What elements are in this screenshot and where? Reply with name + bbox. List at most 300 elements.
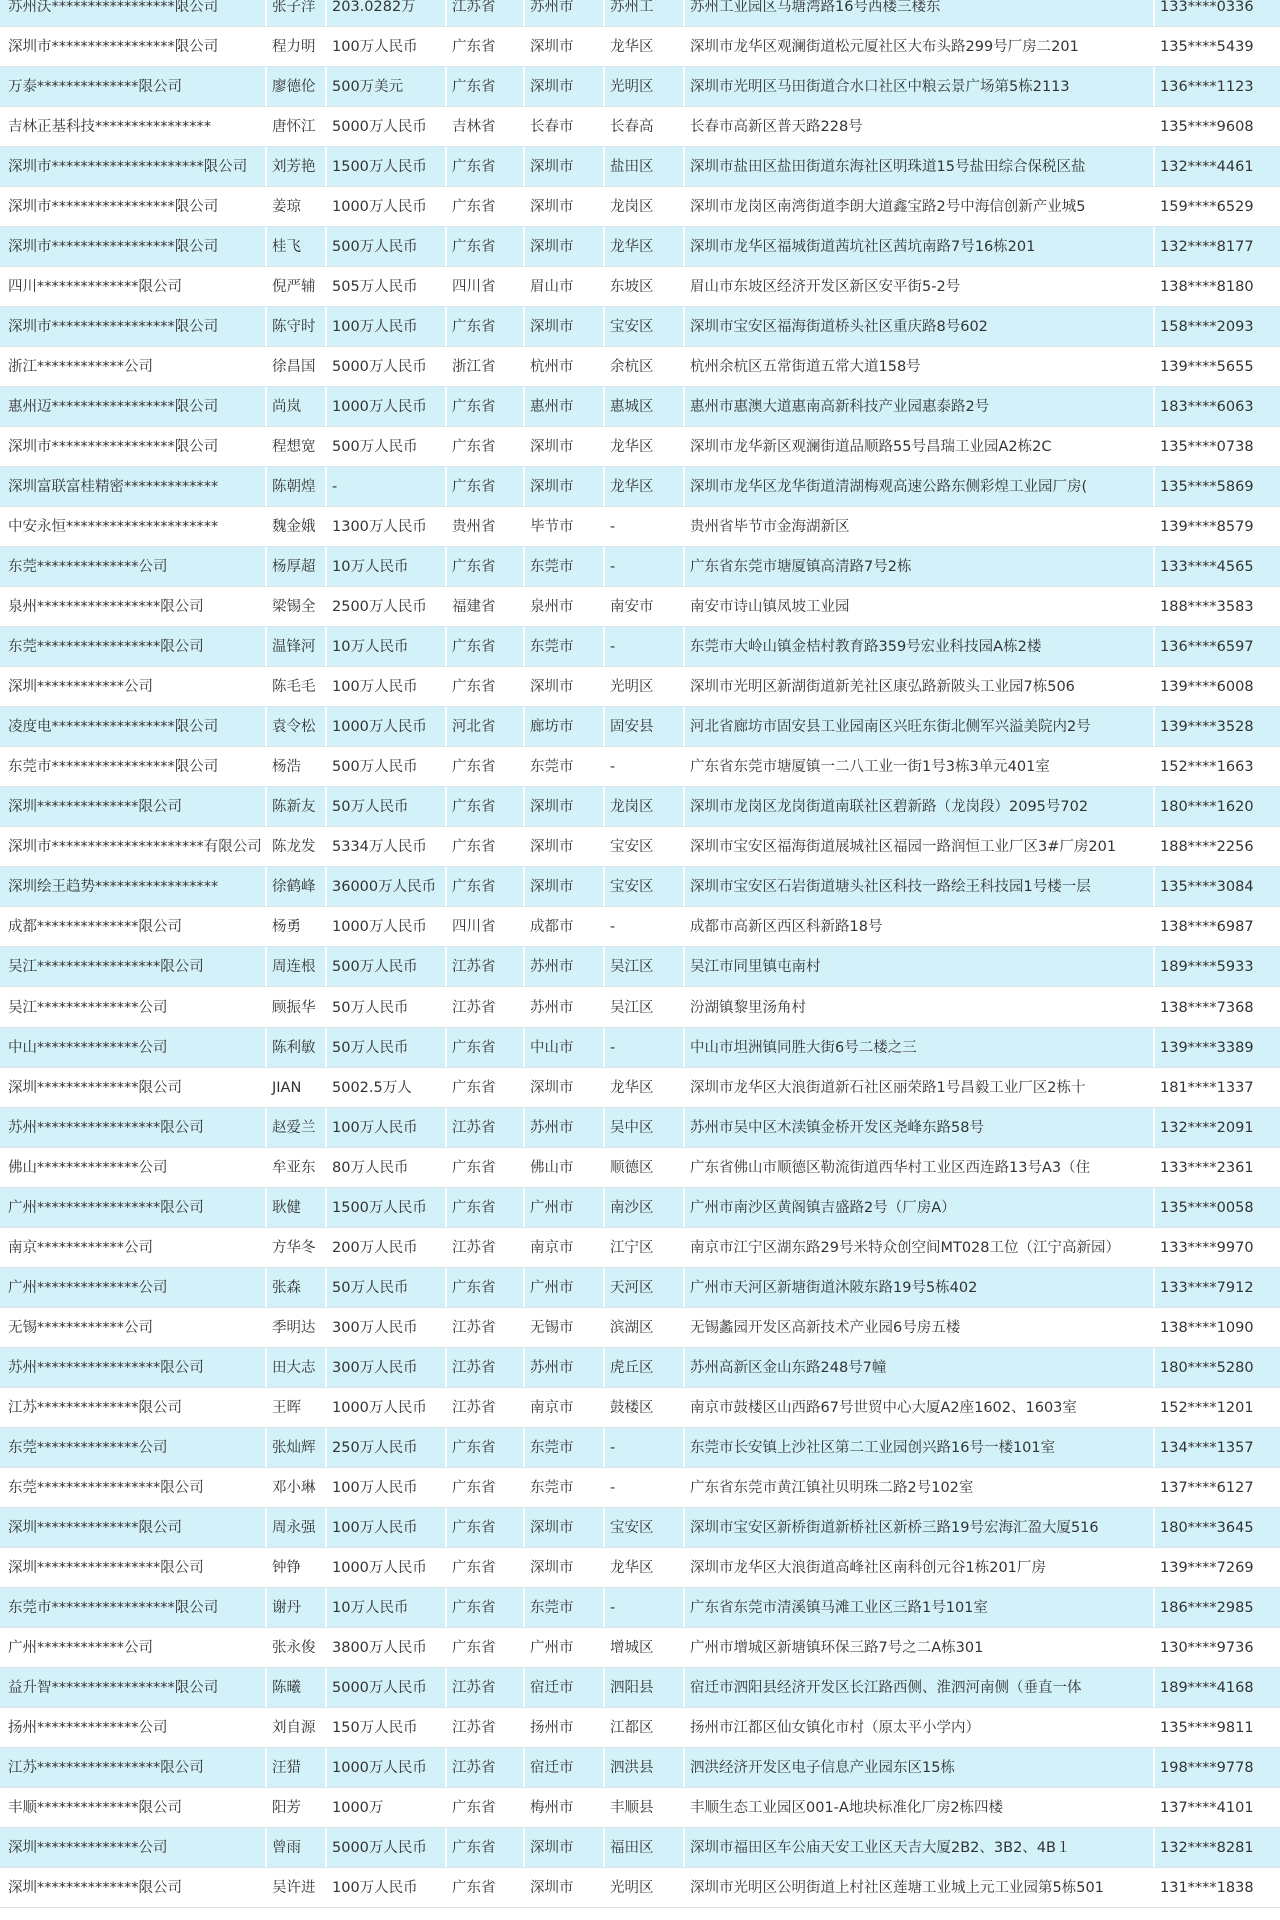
city-cell: 深圳市: [523, 827, 603, 866]
province-cell: 广东省: [445, 747, 523, 786]
province-cell: 吉林省: [445, 107, 523, 146]
phone-cell: 139****3389: [1153, 1028, 1280, 1067]
province-cell: 广东省: [445, 1628, 523, 1667]
table-row: [0, 1668, 1280, 1708]
province-cell: 广东省: [445, 1868, 523, 1907]
company-name-cell: 江苏*****************限公司: [8, 1759, 204, 1776]
province-cell: 广东省: [445, 627, 523, 666]
table-row: [0, 1548, 1280, 1588]
contact-name-cell: 唐怀江: [265, 107, 325, 146]
company-name-cell: 东莞**************公司: [8, 1439, 168, 1456]
district-cell: 惠城区: [603, 387, 683, 426]
address-cell: 深圳市龙岗区南湾街道李朗大道鑫宝路2号中海信创新产业城5: [683, 187, 1153, 226]
registered-capital-cell: 5000万人民币: [325, 1828, 445, 1867]
registered-capital-cell: 1000万人民币: [325, 1748, 445, 1787]
table-row: [0, 1148, 1280, 1188]
district-cell: 龙华区: [603, 427, 683, 466]
table-row: [0, 227, 1280, 267]
phone-cell: 133****4565: [1153, 547, 1280, 586]
address-cell: 汾湖镇黎里汤角村: [683, 988, 1153, 1027]
registered-capital-cell: 1000万人民币: [325, 907, 445, 946]
contact-name-cell: 刘自源: [265, 1708, 325, 1747]
province-cell: 广东省: [445, 1188, 523, 1227]
company-name-cell: 深圳市*****************限公司: [8, 319, 219, 336]
table-row: [0, 267, 1280, 307]
phone-cell: 137****4101: [1153, 1788, 1280, 1827]
district-cell: 光明区: [603, 667, 683, 706]
address-cell: 深圳市光明区公明街道上村社区莲塘工业城上元工业园第5栋501: [683, 1868, 1153, 1907]
address-cell: 吴江市同里镇屯南村: [683, 947, 1153, 986]
city-cell: 杭州市: [523, 347, 603, 386]
province-cell: 广东省: [445, 867, 523, 906]
registered-capital-cell: 5000万人民币: [325, 347, 445, 386]
province-cell: 广东省: [445, 1068, 523, 1107]
company-name-cell: 成都**************限公司: [8, 919, 182, 936]
address-cell: 深圳市龙华区大浪街道新石社区丽荣路1号昌毅工业厂区2栋十: [683, 1068, 1153, 1107]
address-cell: 中山市坦洲镇同胜大街6号二楼之三: [683, 1028, 1153, 1067]
registered-capital-cell: 300万人民币: [325, 1348, 445, 1387]
province-cell: 广东省: [445, 787, 523, 826]
table-row: [0, 907, 1280, 947]
phone-cell: 188****2256: [1153, 827, 1280, 866]
registered-capital-cell: 10万人民币: [325, 1588, 445, 1627]
company-name-cell: 东莞*****************限公司: [8, 639, 204, 656]
province-cell: 广东省: [445, 187, 523, 226]
company-name-cell: 深圳市*********************限公司: [8, 159, 248, 176]
company-name-cell: 吉林正基科技****************: [8, 119, 211, 136]
city-cell: 深圳市: [523, 427, 603, 466]
phone-cell: 133****2361: [1153, 1148, 1280, 1187]
phone-cell: 138****8180: [1153, 267, 1280, 306]
company-name-cell: 深圳市*****************限公司: [8, 239, 219, 256]
city-cell: 深圳市: [523, 227, 603, 266]
company-name-cell: 东莞市*****************限公司: [8, 759, 219, 776]
city-cell: 苏州市: [523, 0, 603, 26]
contact-name-cell: 周连根: [265, 947, 325, 986]
city-cell: 宿迁市: [523, 1748, 603, 1787]
address-cell: 扬州市江都区仙女镇化市村（原太平小学内）: [683, 1708, 1153, 1747]
province-cell: 福建省: [445, 587, 523, 626]
district-cell: 光明区: [603, 67, 683, 106]
district-cell: 吴中区: [603, 1108, 683, 1147]
province-cell: 江苏省: [445, 988, 523, 1027]
province-cell: 广东省: [445, 387, 523, 426]
city-cell: 深圳市: [523, 187, 603, 226]
city-cell: 东莞市: [523, 547, 603, 586]
district-cell: 长春高: [603, 107, 683, 146]
district-cell: -: [603, 1588, 683, 1627]
address-cell: 南京市江宁区湖东路29号米特众创空间MT028工位（江宁高新园）: [683, 1228, 1153, 1267]
table-row: [0, 1708, 1280, 1748]
contact-name-cell: 程力明: [265, 27, 325, 66]
contact-name-cell: 张灿辉: [265, 1428, 325, 1467]
table-row: [0, 1268, 1280, 1308]
city-cell: 深圳市: [523, 27, 603, 66]
address-cell: 苏州高新区金山东路248号7幢: [683, 1348, 1153, 1387]
table-row: [0, 1788, 1280, 1828]
table-row: [0, 67, 1280, 107]
province-cell: 广东省: [445, 1548, 523, 1587]
province-cell: 江苏省: [445, 1748, 523, 1787]
city-cell: 广州市: [523, 1628, 603, 1667]
province-cell: 广东省: [445, 67, 523, 106]
phone-cell: 136****6597: [1153, 627, 1280, 666]
table-row: [0, 1868, 1280, 1908]
province-cell: 浙江省: [445, 347, 523, 386]
table-row: [0, 827, 1280, 867]
phone-cell: 132****4461: [1153, 147, 1280, 186]
address-cell: 广东省东莞市塘厦镇高清路7号2栋: [683, 547, 1153, 586]
city-cell: 毕节市: [523, 507, 603, 546]
city-cell: 东莞市: [523, 1588, 603, 1627]
registered-capital-cell: -: [325, 467, 445, 506]
district-cell: 龙岗区: [603, 787, 683, 826]
phone-cell: 139****5655: [1153, 347, 1280, 386]
contact-name-cell: 魏金娥: [265, 507, 325, 546]
table-row: [0, 1828, 1280, 1868]
phone-cell: 186****2985: [1153, 1588, 1280, 1627]
district-cell: -: [603, 747, 683, 786]
phone-cell: 133****7912: [1153, 1268, 1280, 1307]
registered-capital-cell: 1300万人民币: [325, 507, 445, 546]
province-cell: 河北省: [445, 707, 523, 746]
registered-capital-cell: 100万人民币: [325, 1508, 445, 1547]
registered-capital-cell: 1000万人民币: [325, 1548, 445, 1587]
province-cell: 江苏省: [445, 1668, 523, 1707]
city-cell: 东莞市: [523, 1428, 603, 1467]
contact-name-cell: 谢丹: [265, 1588, 325, 1627]
address-cell: 深圳市龙华区龙华街道清湖梅观高速公路东侧彩煌工业园厂房(: [683, 467, 1153, 506]
address-cell: 丰顺生态工业园区001-A地块标准化厂房2栋四楼: [683, 1788, 1153, 1827]
table-row: [0, 667, 1280, 707]
district-cell: 南安市: [603, 587, 683, 626]
phone-cell: 181****1337: [1153, 1068, 1280, 1107]
address-cell: 长春市高新区普天路228号: [683, 107, 1153, 146]
address-cell: 深圳市龙华区观澜街道松元厦社区大布头路299号厂房二201: [683, 27, 1153, 66]
registered-capital-cell: 1000万人民币: [325, 387, 445, 426]
registered-capital-cell: 1000万人民币: [325, 187, 445, 226]
company-name-cell: 深圳************公司: [8, 679, 153, 696]
contact-name-cell: 耿健: [265, 1188, 325, 1227]
table-row: [0, 467, 1280, 507]
table-row: [0, 27, 1280, 67]
registered-capital-cell: 150万人民币: [325, 1708, 445, 1747]
province-cell: 广东省: [445, 1788, 523, 1827]
registered-capital-cell: 80万人民币: [325, 1148, 445, 1187]
address-cell: 深圳市宝安区石岩街道塘头社区科技一路绘王科技园1号楼一层: [683, 867, 1153, 906]
phone-cell: 152****1201: [1153, 1388, 1280, 1427]
phone-cell: 135****9811: [1153, 1708, 1280, 1747]
province-cell: 四川省: [445, 907, 523, 946]
table-row: [0, 1428, 1280, 1468]
registered-capital-cell: 250万人民币: [325, 1428, 445, 1467]
company-name-cell: 凌度电*****************限公司: [8, 719, 219, 736]
address-cell: 深圳市龙岗区龙岗街道南联社区碧新路（龙岗段）2095号702: [683, 787, 1153, 826]
company-name-cell: 深圳市*****************限公司: [8, 199, 219, 216]
address-cell: 深圳市福田区车公庙天安工业区天吉大厦2B2、3B2、4B１: [683, 1828, 1153, 1867]
province-cell: 江苏省: [445, 0, 523, 26]
registered-capital-cell: 5002.5万人: [325, 1068, 445, 1107]
company-name-cell: 东莞*****************限公司: [8, 1479, 204, 1496]
contact-name-cell: 梁锡全: [265, 587, 325, 626]
address-cell: 广东省东莞市清溪镇马滩工业区三路1号101室: [683, 1588, 1153, 1627]
registered-capital-cell: 50万人民币: [325, 1268, 445, 1307]
contact-name-cell: 徐鹤峰: [265, 867, 325, 906]
registered-capital-cell: 100万人民币: [325, 1868, 445, 1907]
city-cell: 东莞市: [523, 627, 603, 666]
phone-cell: 180****1620: [1153, 787, 1280, 826]
address-cell: 深圳市盐田区盐田街道东海社区明珠道15号盐田综合保税区盐: [683, 147, 1153, 186]
province-cell: 江苏省: [445, 1348, 523, 1387]
table-row: [0, 1308, 1280, 1348]
city-cell: 广州市: [523, 1268, 603, 1307]
phone-cell: 189****4168: [1153, 1668, 1280, 1707]
contact-name-cell: 袁令松: [265, 707, 325, 746]
district-cell: 福田区: [603, 1828, 683, 1867]
company-name-cell: 四川**************限公司: [8, 279, 182, 296]
registered-capital-cell: 1000万: [325, 1788, 445, 1827]
contact-name-cell: 陈龙发: [265, 827, 325, 866]
table-row: [0, 187, 1280, 227]
phone-cell: 133****0336: [1153, 0, 1280, 26]
district-cell: -: [603, 627, 683, 666]
registered-capital-cell: 203.0282万: [325, 0, 445, 26]
province-cell: 江苏省: [445, 1108, 523, 1147]
province-cell: 广东省: [445, 667, 523, 706]
city-cell: 深圳市: [523, 147, 603, 186]
district-cell: 丰顺县: [603, 1788, 683, 1827]
company-name-cell: 广州*****************限公司: [8, 1199, 204, 1216]
district-cell: 滨湖区: [603, 1308, 683, 1347]
city-cell: 深圳市: [523, 1868, 603, 1907]
city-cell: 苏州市: [523, 1108, 603, 1147]
registered-capital-cell: 50万人民币: [325, 787, 445, 826]
province-cell: 四川省: [445, 267, 523, 306]
phone-cell: 138****7368: [1153, 988, 1280, 1027]
province-cell: 江苏省: [445, 1228, 523, 1267]
district-cell: -: [603, 547, 683, 586]
phone-cell: 139****3528: [1153, 707, 1280, 746]
district-cell: 苏州工: [603, 0, 683, 26]
company-name-cell: 深圳*****************限公司: [8, 1559, 204, 1576]
table-row: [0, 627, 1280, 667]
city-cell: 苏州市: [523, 947, 603, 986]
city-cell: 东莞市: [523, 747, 603, 786]
phone-cell: 138****6987: [1153, 907, 1280, 946]
phone-cell: 180****5280: [1153, 1348, 1280, 1387]
phone-cell: 139****7269: [1153, 1548, 1280, 1587]
city-cell: 中山市: [523, 1028, 603, 1067]
city-cell: 惠州市: [523, 387, 603, 426]
phone-cell: 132****2091: [1153, 1108, 1280, 1147]
registered-capital-cell: 3800万人民币: [325, 1628, 445, 1667]
district-cell: 鼓楼区: [603, 1388, 683, 1427]
contact-name-cell: 姜琼: [265, 187, 325, 226]
city-cell: 深圳市: [523, 667, 603, 706]
company-name-cell: 苏州*****************限公司: [8, 1119, 204, 1136]
phone-cell: 132****8281: [1153, 1828, 1280, 1867]
contact-name-cell: 阳芳: [265, 1788, 325, 1827]
registered-capital-cell: 100万人民币: [325, 667, 445, 706]
address-cell: 东莞市长安镇上沙社区第二工业园创兴路16号一楼101室: [683, 1428, 1153, 1467]
district-cell: 龙华区: [603, 467, 683, 506]
registered-capital-cell: 300万人民币: [325, 1308, 445, 1347]
company-name-cell: 苏州沃*****************限公司: [8, 0, 219, 15]
phone-cell: 159****6529: [1153, 187, 1280, 226]
contact-name-cell: 陈曦: [265, 1668, 325, 1707]
table-row: [0, 1748, 1280, 1788]
phone-cell: 138****1090: [1153, 1308, 1280, 1347]
company-name-cell: 深圳市*****************限公司: [8, 439, 219, 456]
province-cell: 广东省: [445, 27, 523, 66]
company-name-cell: 广州************公司: [8, 1639, 153, 1656]
company-name-cell: 益升智*****************限公司: [8, 1679, 219, 1696]
company-name-cell: 广州**************公司: [8, 1279, 168, 1296]
phone-cell: 137****6127: [1153, 1468, 1280, 1507]
table-row: [0, 867, 1280, 907]
address-cell: 广东省佛山市顺德区勒流街道西华村工业区西连路13号A3（住: [683, 1148, 1153, 1187]
registered-capital-cell: 100万人民币: [325, 1108, 445, 1147]
district-cell: 宝安区: [603, 1508, 683, 1547]
province-cell: 广东省: [445, 427, 523, 466]
province-cell: 广东省: [445, 1028, 523, 1067]
table-row: [0, 1628, 1280, 1668]
table-row: [0, 1028, 1280, 1068]
city-cell: 深圳市: [523, 1508, 603, 1547]
company-name-cell: 吴江*****************限公司: [8, 959, 204, 976]
company-name-cell: 苏州*****************限公司: [8, 1359, 204, 1376]
city-cell: 深圳市: [523, 1548, 603, 1587]
registered-capital-cell: 50万人民币: [325, 1028, 445, 1067]
registered-capital-cell: 100万人民币: [325, 307, 445, 346]
district-cell: 东坡区: [603, 267, 683, 306]
address-cell: 深圳市光明区马田街道合水口社区中粮云景广场第5栋2113: [683, 67, 1153, 106]
city-cell: 深圳市: [523, 787, 603, 826]
contact-name-cell: 桂飞: [265, 227, 325, 266]
phone-cell: 139****6008: [1153, 667, 1280, 706]
city-cell: 深圳市: [523, 1068, 603, 1107]
city-cell: 眉山市: [523, 267, 603, 306]
address-cell: 深圳市宝安区福海街道展城社区福园一路润恒工业厂区3#厂房201: [683, 827, 1153, 866]
contact-name-cell: JIAN: [265, 1068, 325, 1107]
contact-name-cell: 牟亚东: [265, 1148, 325, 1187]
province-cell: 广东省: [445, 1508, 523, 1547]
contact-name-cell: 季明达: [265, 1308, 325, 1347]
address-cell: 深圳市龙华区大浪街道高峰社区南科创元谷1栋201厂房: [683, 1548, 1153, 1587]
address-cell: 苏州工业园区马塘湾路16号西楼三楼东: [683, 0, 1153, 26]
city-cell: 佛山市: [523, 1148, 603, 1187]
contact-name-cell: 田大志: [265, 1348, 325, 1387]
province-cell: 广东省: [445, 1268, 523, 1307]
district-cell: 泗阳县: [603, 1668, 683, 1707]
address-cell: 河北省廊坊市固安县工业园南区兴旺东街北侧军兴溢美院内2号: [683, 707, 1153, 746]
district-cell: 宝安区: [603, 867, 683, 906]
address-cell: 泗洪经济开发区电子信息产业园东区15栋: [683, 1748, 1153, 1787]
address-cell: 东莞市大岭山镇金桔村教育路359号宏业科技园A栋2楼: [683, 627, 1153, 666]
address-cell: 广州市南沙区黄阁镇吉盛路2号（厂房A）: [683, 1188, 1153, 1227]
table-row: [0, 347, 1280, 387]
phone-cell: 139****8579: [1153, 507, 1280, 546]
table-row: [0, 1228, 1280, 1268]
address-cell: 广州市天河区新塘街道沐陂东路19号5栋402: [683, 1268, 1153, 1307]
company-name-cell: 吴江**************公司: [8, 999, 168, 1016]
contact-name-cell: 吴许进: [265, 1868, 325, 1907]
contact-name-cell: 陈毛毛: [265, 667, 325, 706]
address-cell: 深圳市光明区新湖街道新羌社区康弘路新陂头工业园7栋506: [683, 667, 1153, 706]
contact-name-cell: 刘芳艳: [265, 147, 325, 186]
company-name-cell: 深圳富联富桂精密*************: [8, 479, 219, 496]
registered-capital-cell: 2500万人民币: [325, 587, 445, 626]
district-cell: 江宁区: [603, 1228, 683, 1267]
contact-name-cell: 周永强: [265, 1508, 325, 1547]
table-row: [0, 787, 1280, 827]
province-cell: 广东省: [445, 1588, 523, 1627]
district-cell: 虎丘区: [603, 1348, 683, 1387]
district-cell: 吴江区: [603, 988, 683, 1027]
registered-capital-cell: 200万人民币: [325, 1228, 445, 1267]
city-cell: 廊坊市: [523, 707, 603, 746]
contact-name-cell: 钟铮: [265, 1548, 325, 1587]
contact-name-cell: 顾振华: [265, 988, 325, 1027]
contact-name-cell: 张永俊: [265, 1628, 325, 1667]
district-cell: -: [603, 1428, 683, 1467]
phone-cell: 198****9778: [1153, 1748, 1280, 1787]
registered-capital-cell: 1000万人民币: [325, 1388, 445, 1427]
phone-cell: 130****9736: [1153, 1628, 1280, 1667]
address-cell: 深圳市宝安区新桥街道新桥社区新桥三路19号宏海汇盈大厦516: [683, 1508, 1153, 1547]
registered-capital-cell: 5000万人民币: [325, 1668, 445, 1707]
phone-cell: 133****9970: [1153, 1228, 1280, 1267]
company-name-cell: 深圳绘王趋势*****************: [8, 879, 219, 896]
district-cell: -: [603, 1028, 683, 1067]
registered-capital-cell: 5000万人民币: [325, 107, 445, 146]
table-row: [0, 1388, 1280, 1428]
company-name-cell: 无锡************公司: [8, 1319, 153, 1336]
registered-capital-cell: 10万人民币: [325, 547, 445, 586]
contact-name-cell: 徐昌国: [265, 347, 325, 386]
city-cell: 深圳市: [523, 867, 603, 906]
city-cell: 深圳市: [523, 307, 603, 346]
registered-capital-cell: 36000万人民币: [325, 867, 445, 906]
contact-name-cell: 廖德伦: [265, 67, 325, 106]
phone-cell: 132****8177: [1153, 227, 1280, 266]
phone-cell: 135****0058: [1153, 1188, 1280, 1227]
phone-cell: 135****3084: [1153, 867, 1280, 906]
phone-cell: 189****5933: [1153, 947, 1280, 986]
company-name-cell: 中山**************公司: [8, 1039, 168, 1056]
company-name-cell: 东莞**************公司: [8, 559, 168, 576]
registered-capital-cell: 1000万人民币: [325, 707, 445, 746]
company-name-cell: 深圳**************限公司: [8, 799, 182, 816]
company-name-cell: 深圳市*****************限公司: [8, 39, 219, 56]
company-name-cell: 深圳**************限公司: [8, 1879, 182, 1896]
district-cell: 固安县: [603, 707, 683, 746]
district-cell: 增城区: [603, 1628, 683, 1667]
registered-capital-cell: 100万人民币: [325, 27, 445, 66]
company-name-cell: 浙江************公司: [8, 359, 153, 376]
district-cell: 南沙区: [603, 1188, 683, 1227]
district-cell: 盐田区: [603, 147, 683, 186]
registered-capital-cell: 100万人民币: [325, 1468, 445, 1507]
district-cell: 龙岗区: [603, 187, 683, 226]
table-row: [0, 387, 1280, 427]
company-name-cell: 丰顺**************限公司: [8, 1799, 182, 1816]
province-cell: 贵州省: [445, 507, 523, 546]
province-cell: 广东省: [445, 227, 523, 266]
province-cell: 广东省: [445, 1148, 523, 1187]
contact-name-cell: 温锋河: [265, 627, 325, 666]
city-cell: 扬州市: [523, 1708, 603, 1747]
